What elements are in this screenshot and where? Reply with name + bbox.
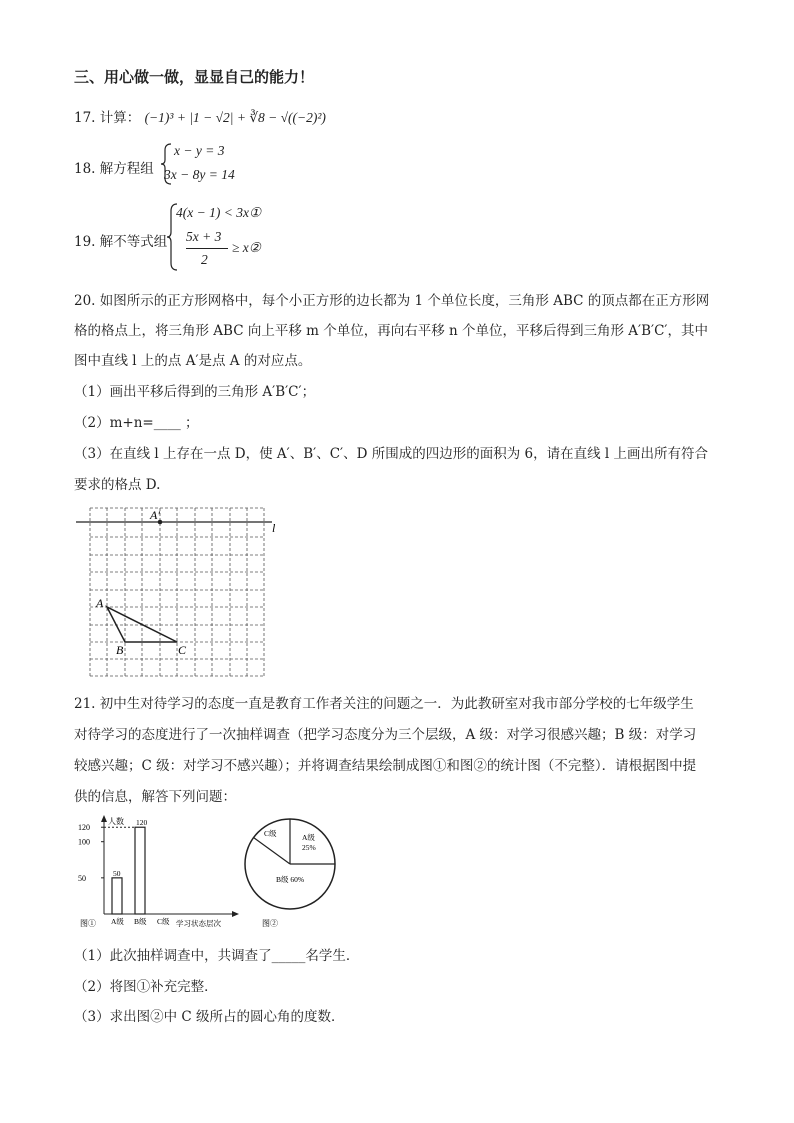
pie-slice-label-A级: A级 [302, 833, 315, 842]
bar-chart-figure-1 [74, 812, 244, 930]
q21-line-4: 供的信息，解答下列问题： [74, 789, 236, 805]
label-c: C [178, 643, 187, 657]
q21-line-2: 对待学习的态度进行了一次抽样调查（把学习态度分为三个层级，A 级：对学习很感兴趣；B 级：对学习 [74, 727, 697, 743]
x-axis-arrow [232, 911, 239, 917]
x-tick-label: B级 [134, 917, 147, 926]
q19-ineq2-relation: ≥ x② [232, 240, 261, 255]
q19-label: 19. 解不等式组 [74, 234, 168, 250]
figure-2-label: 图② [262, 919, 278, 928]
y-tick-label: 50 [78, 873, 86, 883]
bar-A级 [112, 878, 122, 914]
q20-line-3: 图中直线 l 上的点 A′是点 A 的对应点。 [74, 353, 312, 369]
q21-sub-3: （3）求出图②中 C 级所占的圆心角的度数． [74, 1009, 345, 1025]
y-axis-arrow [101, 815, 107, 822]
q17-label: 17. 计算： [74, 110, 141, 126]
bar-data-label: 50 [113, 868, 121, 878]
bar-B级 [135, 827, 145, 914]
q19-ineq2-denominator: 2 [201, 252, 208, 267]
question-17 [74, 106, 326, 126]
q20-line-1: 20. 如图所示的正方形网格中，每个小正方形的边长都为 1 个单位长度，三角形 ABC 的顶点都在正方形网 [74, 293, 710, 309]
x-tick-label: C级 [157, 917, 170, 926]
y-axis-label: 人数 [108, 817, 124, 826]
pie-slice-label-C级: C级 [264, 829, 277, 838]
q20-sub-1: （1）画出平移后得到的三角形 A′B′C′； [74, 384, 316, 400]
section-title: 三、用心做一做，显显自己的能力！ [74, 68, 315, 86]
q18-equation-2: 3x − 8y = 14 [164, 167, 235, 182]
pie-chart-figure-2 [242, 812, 342, 930]
q21-line-1: 21. 初中生对待学习的态度一直是教育工作者关注的问题之一．为此教研室对我市部分学校的七年级学生 [74, 696, 694, 712]
q21-sub-2: （2）将图①补充完整． [74, 979, 218, 995]
fraction-bar [186, 248, 228, 249]
label-l: l [272, 521, 276, 535]
y-tick-label: 100 [78, 837, 90, 847]
label-a: A [96, 596, 104, 610]
x-axis-label: 学习状态层次 [176, 919, 221, 928]
q21-sub-1: （1）此次抽样调查中，共调查了_____名学生． [74, 948, 360, 964]
label-b: B [116, 643, 124, 657]
label-a-prime: A′ [150, 508, 160, 522]
x-tick-label: A级 [111, 917, 124, 926]
q20-sub-3a: （3）在直线 l 上存在一点 D，使 A′、B′、C′、D 所围成的四边形的面积为 6，请在直线 l 上画出所有符合 [74, 446, 708, 462]
triangle-abc [107, 607, 177, 642]
figure-1-label: 图① [80, 919, 96, 928]
q20-line-2: 格的格点上，将三角形 ABC 向上平移 m 个单位，再向右平移 n 个单位，平移后得到三角形 A′B′C′，其中 [74, 323, 708, 339]
y-tick-label: 120 [78, 823, 90, 833]
q18-equation-1: x − y = 3 [174, 143, 225, 158]
q17-expression: (−1)³ + |1 − √2| + ∛8 − √((−2)²) [144, 110, 326, 125]
bar-data-label: 120 [136, 818, 148, 828]
q21-line-3: 较感兴趣；C 级：对学习不感兴趣）；并将调查结果绘制成图①和图②的统计图（不完整）．请根据图中提 [74, 758, 697, 774]
q20-sub-3b: 要求的格点 D. [74, 477, 161, 493]
q19-ineq2-numerator: 5x + 3 [186, 229, 222, 244]
q20-sub-2: （2）m+n=____ ； [74, 415, 199, 431]
q18-label: 18. 解方程组 [74, 161, 154, 177]
q19-inequality-1: 4(x − 1) < 3x① [176, 205, 262, 220]
pie-slice-percent: 25% [302, 843, 316, 852]
pie-slice-label-B级: B级 60% [276, 875, 305, 884]
q20-grid-figure [74, 504, 286, 680]
